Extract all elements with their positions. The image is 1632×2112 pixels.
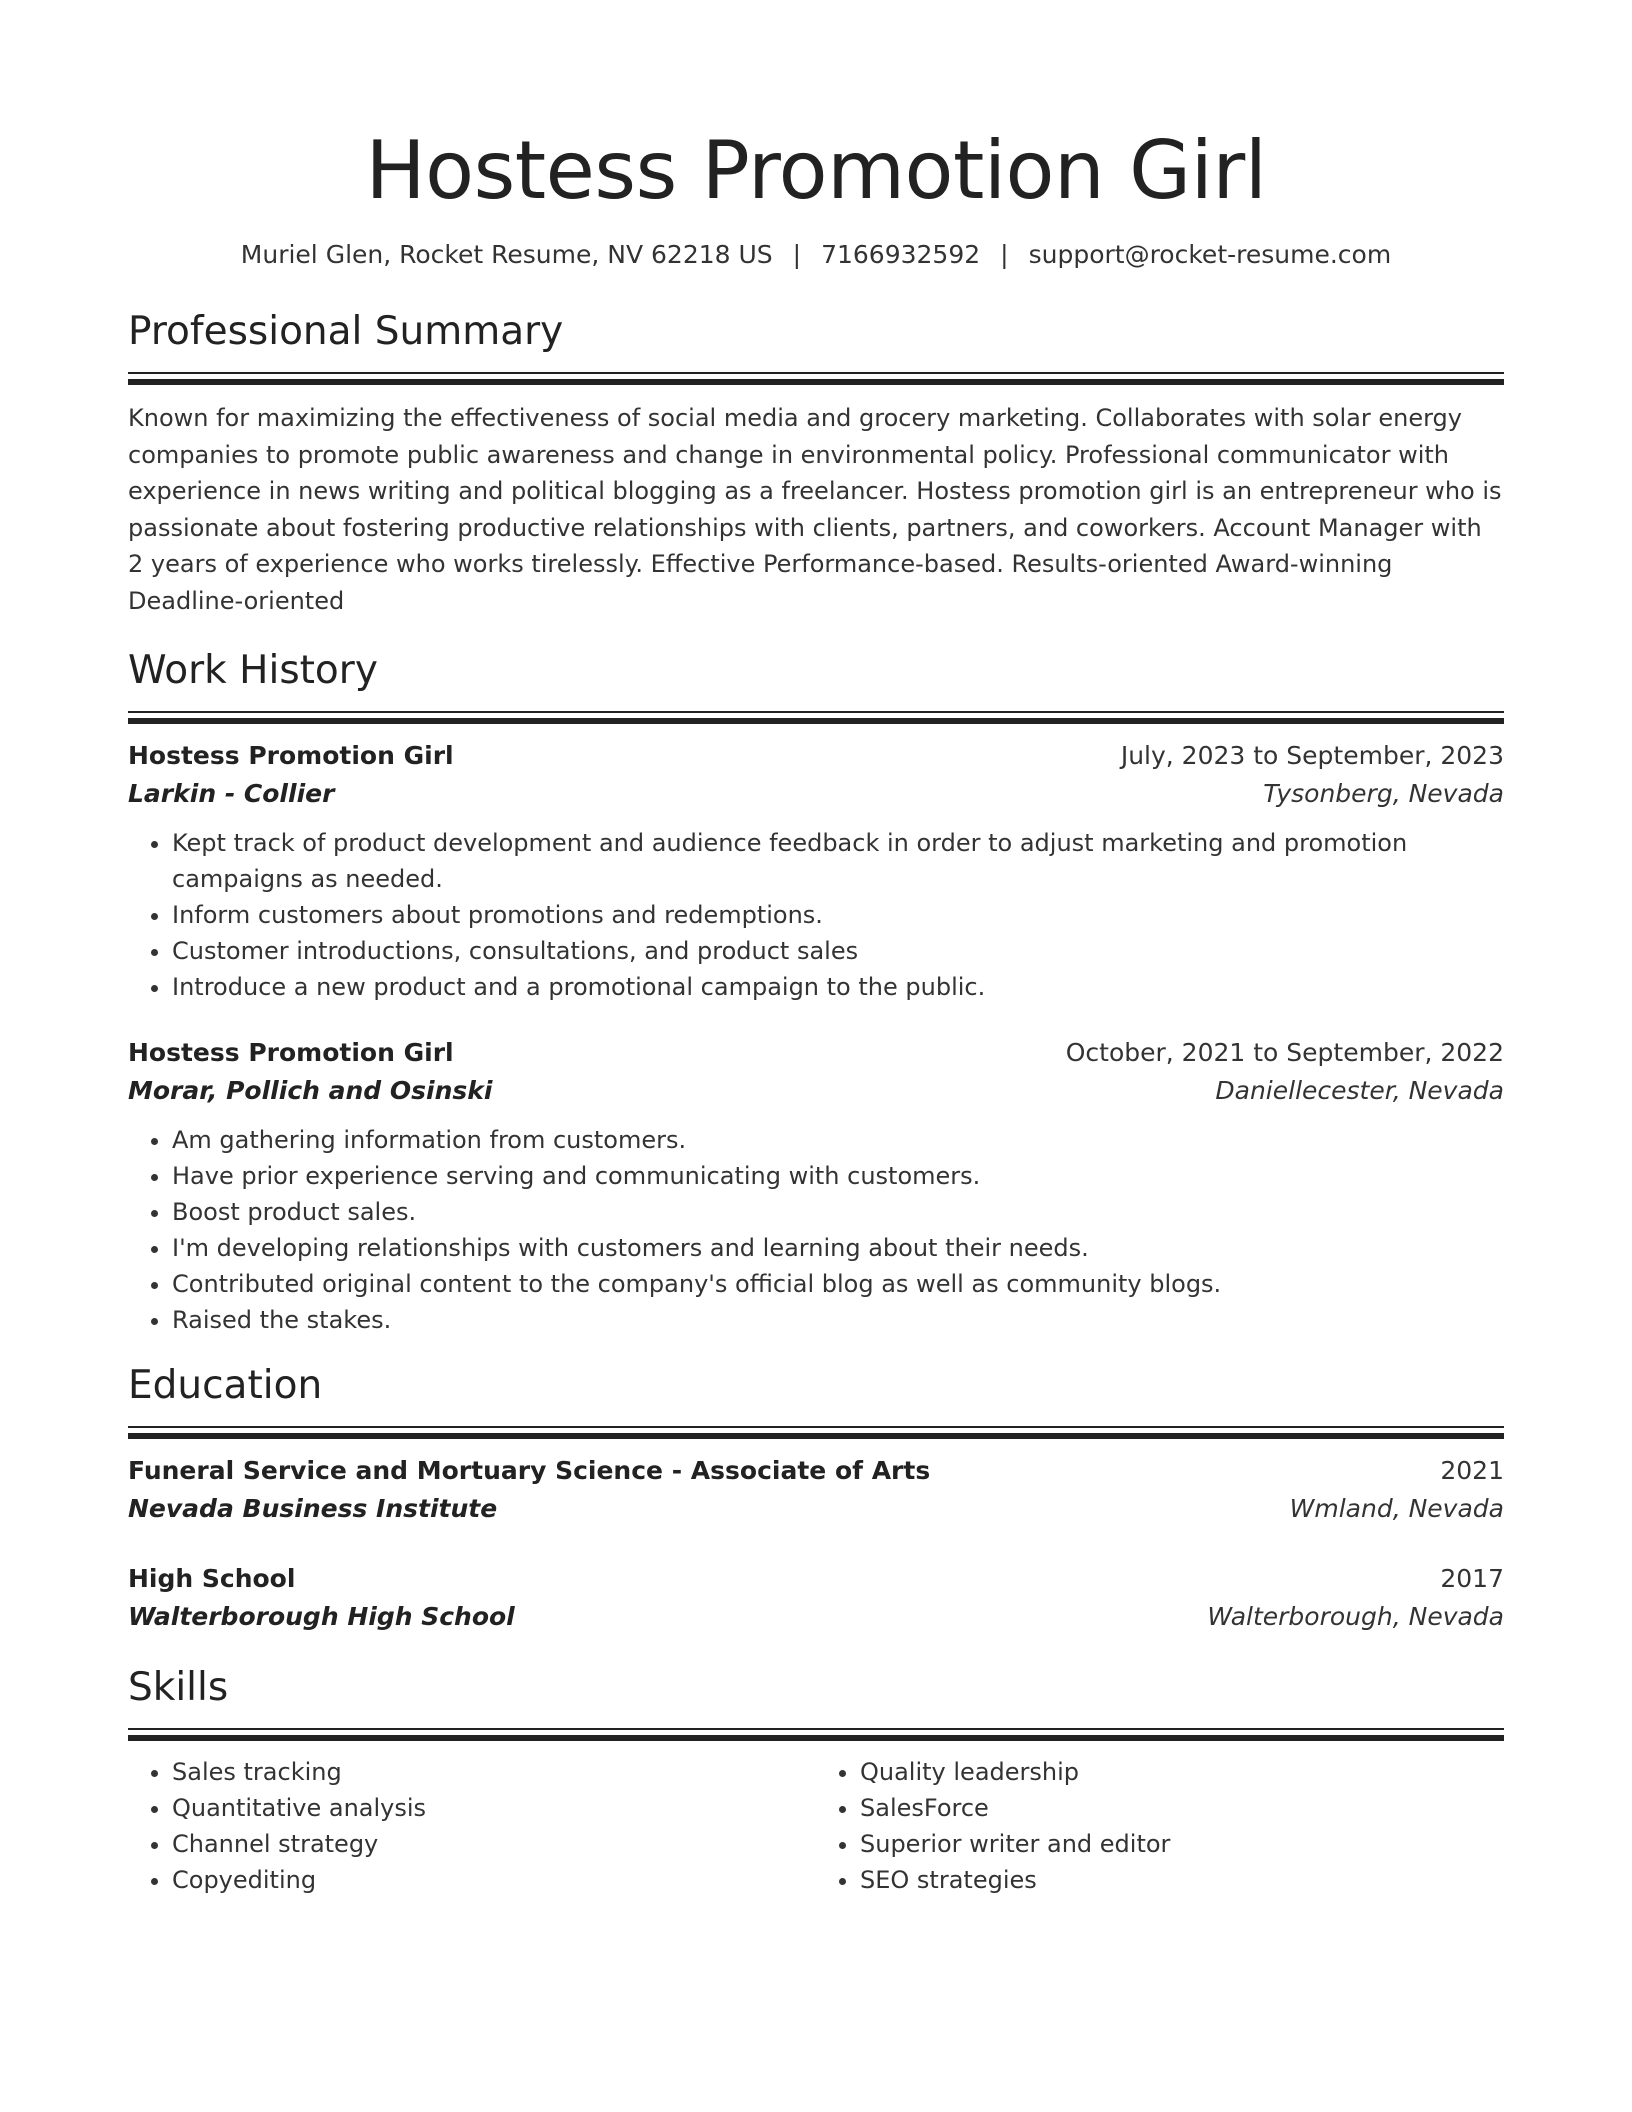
- job-company-row: [128, 1072, 1504, 1110]
- job-bullet: • Raised the stakes.: [172, 1302, 1504, 1338]
- section-divider: [128, 711, 1504, 723]
- contact-phone: 7166932592: [821, 240, 981, 269]
- summary-section: [128, 306, 1504, 619]
- resume-name: Hostess Promotion Girl: [365, 124, 1267, 217]
- section-title-summary: Professional Summary: [128, 309, 564, 354]
- job-location: Daniellecester, Nevada: [1215, 1076, 1504, 1105]
- skill-item: • Quality leadership: [860, 1754, 1504, 1790]
- job-location: Tysonberg, Nevada: [1263, 779, 1504, 808]
- job-entry: [128, 1034, 1504, 1338]
- education-header-row: [128, 1452, 1504, 1490]
- education-year: 2021: [1440, 1456, 1504, 1485]
- job-bullet: • Have prior experience serving and communicating with customers.: [172, 1158, 1504, 1194]
- job-bullet: • Inform customers about promotions and redemptions.: [172, 897, 1504, 933]
- skill-item: • SEO strategies: [860, 1862, 1504, 1898]
- job-title: Hostess Promotion Girl: [128, 741, 454, 770]
- contact-email: support@rocket-resume.com: [1028, 240, 1392, 269]
- job-bullet: • Contributed original content to the company's official blog as well as community blogs.: [172, 1266, 1504, 1302]
- education-year: 2017: [1440, 1564, 1504, 1593]
- skills-columns: [128, 1754, 1504, 1898]
- education-section: [128, 1360, 1504, 1636]
- skills-list-right: [816, 1754, 1504, 1898]
- contact-address: Muriel Glen, Rocket Resume, NV 62218 US: [240, 240, 773, 269]
- skill-item: • SalesForce: [860, 1790, 1504, 1826]
- job-company: Morar, Pollich and Osinski: [128, 1076, 493, 1105]
- job-entry: [128, 737, 1504, 1005]
- section-divider: [128, 1728, 1504, 1740]
- contact-separator: |: [792, 240, 802, 269]
- education-entry: [128, 1560, 1504, 1636]
- section-divider: [128, 372, 1504, 384]
- work-history-section: [128, 645, 1504, 1338]
- job-company: Larkin - Collier: [128, 779, 335, 808]
- section-title-skills: Skills: [128, 1665, 229, 1710]
- job-header-row: [128, 1034, 1504, 1072]
- education-location: Wmland, Nevada: [1289, 1494, 1504, 1523]
- job-title: Hostess Promotion Girl: [128, 1038, 454, 1067]
- job-bullet: • Kept track of product development and audience feedback in order to adjust marketing and promotion campaigns as needed.: [172, 825, 1504, 897]
- section-title-education: Education: [128, 1363, 323, 1408]
- job-bullet: • Customer introductions, consultations, and product sales: [172, 933, 1504, 969]
- education-degree: Funeral Service and Mortuary Science - Associate of Arts: [128, 1456, 931, 1485]
- job-bullet: • I'm developing relationships with customers and learning about their needs.: [172, 1230, 1504, 1266]
- summary-text: Known for maximizing the effectiveness of social media and grocery marketing. Collaborates with solar energy companies to promote public awareness and change in environmental policy. Professional communicator with experience in news writing and political blogging as a freelancer. Hostess promotion girl is an entrepreneur who is passionate about fostering productive relationships with clients, partners, and coworkers. Account Manager with 2 years of experience who works tirelessly. Effective Performance-based. Results-oriented Award-winning Deadline-oriented: [128, 404, 1502, 615]
- job-dates: October, 2021 to September, 2022: [1065, 1038, 1504, 1067]
- job-bullets: [128, 825, 1504, 1005]
- skill-item: • Copyediting: [172, 1862, 816, 1898]
- job-header-row: [128, 737, 1504, 775]
- skill-item: • Channel strategy: [172, 1826, 816, 1862]
- education-school-row: [128, 1490, 1504, 1528]
- job-company-row: [128, 775, 1504, 813]
- education-header-row: [128, 1560, 1504, 1598]
- section-title-work-history: Work History: [128, 648, 378, 693]
- education-degree: High School: [128, 1564, 296, 1593]
- skill-item: • Sales tracking: [172, 1754, 816, 1790]
- education-entry: [128, 1452, 1504, 1528]
- education-school: Walterborough High School: [128, 1602, 515, 1631]
- skills-section: [128, 1662, 1504, 1898]
- job-dates: July, 2023 to September, 2023: [1120, 741, 1504, 770]
- contact-separator: |: [1000, 240, 1009, 269]
- contact-line: [128, 238, 1504, 272]
- skill-item: • Superior writer and editor: [860, 1826, 1504, 1862]
- education-location: Walterborough, Nevada: [1207, 1602, 1504, 1631]
- section-divider: [128, 1426, 1504, 1438]
- job-bullet: • Am gathering information from customers.: [172, 1122, 1504, 1158]
- skill-item: • Quantitative analysis: [172, 1790, 816, 1826]
- job-bullet: • Introduce a new product and a promotional campaign to the public.: [172, 969, 1504, 1005]
- education-school-row: [128, 1598, 1504, 1636]
- job-bullet: • Boost product sales.: [172, 1194, 1504, 1230]
- education-school: Nevada Business Institute: [128, 1494, 498, 1523]
- job-bullets: [128, 1122, 1504, 1338]
- skills-list-left: [128, 1754, 816, 1898]
